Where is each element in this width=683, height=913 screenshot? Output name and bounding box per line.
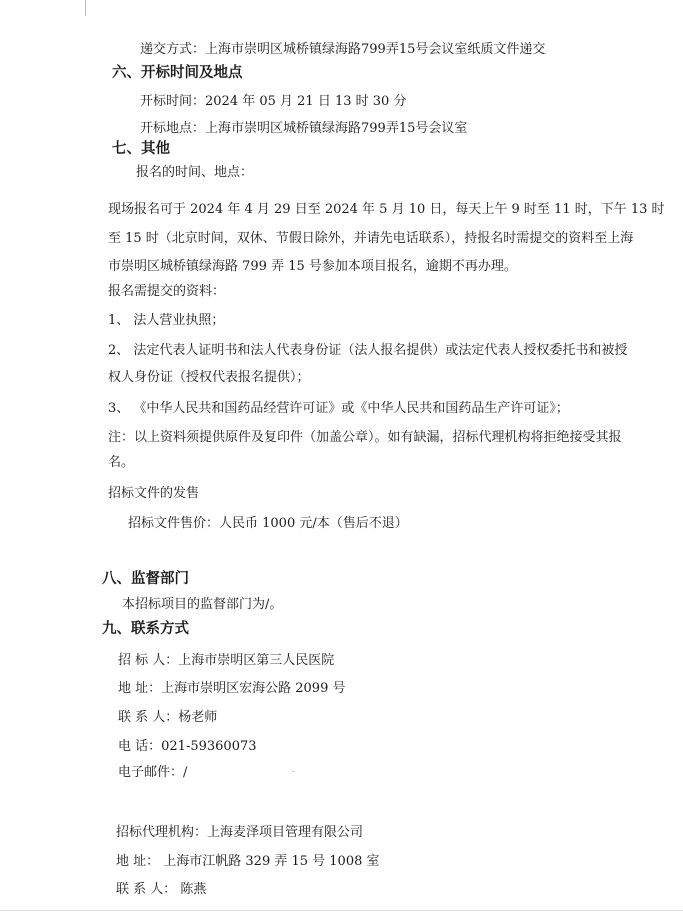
material-item-2-line: 2、 法定代表人证明书和法人代表身份证（法人报名提供）或法定代表人授权委托书和被授 <box>108 343 628 358</box>
section-7-heading: 七、其他 <box>112 141 170 157</box>
agency-address: 地 址： 上海市江帆路 329 弄 15 号 1008 室 <box>116 854 380 869</box>
materials-label: 报名需提交的资料： <box>108 284 226 299</box>
opening-place: 开标地点：上海市崇明区城桥镇绿海路799弄15号会议室 <box>140 121 468 136</box>
page-edge-mark <box>85 0 86 16</box>
section-9-heading: 九、联系方式 <box>102 621 189 637</box>
material-item-2-line: 权人身份证（授权代表报名提供）； <box>108 370 310 385</box>
opening-time: 开标时间：2024 年 05 月 21 日 13 时 30 分 <box>140 94 407 109</box>
material-item-1: 1、 法人营业执照； <box>108 313 225 328</box>
submission-method: 递交方式：上海市崇明区城桥镇绿海路799弄15号会议室纸质文件递交 <box>140 42 546 57</box>
note-line: 名。 <box>108 455 135 470</box>
agency-contact: 联 系 人： 陈燕 <box>116 882 207 897</box>
agency-name: 招标代理机构：上海麦泽项目管理有限公司 <box>116 825 364 840</box>
registration-text-line: 现场报名可于 2024 年 4 月 29 日至 2024 年 5 月 10 日，每天上午 9 时至 11 时，下午 13 时 <box>108 202 665 217</box>
registration-text-line: 至 15 时（北京时间，双休、节假日除外，并请先电话联系），持报名时需提交的资料至上海 <box>108 231 634 246</box>
tenderer-phone: 电 话：021-59360073 <box>118 739 257 754</box>
tenderer-email: 电子邮件：/ <box>118 765 188 780</box>
sale-label: 招标文件的发售 <box>108 486 200 501</box>
tenderer: 招 标 人：上海市崇明区第三人民医院 <box>118 653 335 668</box>
supervision-text: 本招标项目的监督部门为/。 <box>122 597 283 612</box>
registration-label: 报名的时间、地点： <box>136 165 254 180</box>
section-8-heading: 八、监督部门 <box>102 571 189 587</box>
registration-text-line: 市崇明区城桥镇绿海路 799 弄 15 号参加本项目报名，逾期不再办理。 <box>108 259 517 274</box>
section-6-heading: 六、开标时间及地点 <box>112 65 243 81</box>
note-line: 注：以上资料须提供原件及复印件（加盖公章）。如有缺漏，招标代理机构将拒绝接受其报 <box>108 430 622 445</box>
tenderer-address: 地 址：上海市崇明区宏海公路 2099 号 <box>118 681 346 696</box>
scan-speck <box>292 771 295 772</box>
tenderer-contact: 联 系 人：杨老师 <box>118 710 218 725</box>
material-item-3: 3、 《中华人民共和国药品经营许可证》或《中华人民共和国药品生产许可证》； <box>108 401 569 416</box>
sale-price: 招标文件售价：人民币 1000 元/本（售后不退） <box>128 516 408 531</box>
page-bottom-edge <box>0 910 683 911</box>
